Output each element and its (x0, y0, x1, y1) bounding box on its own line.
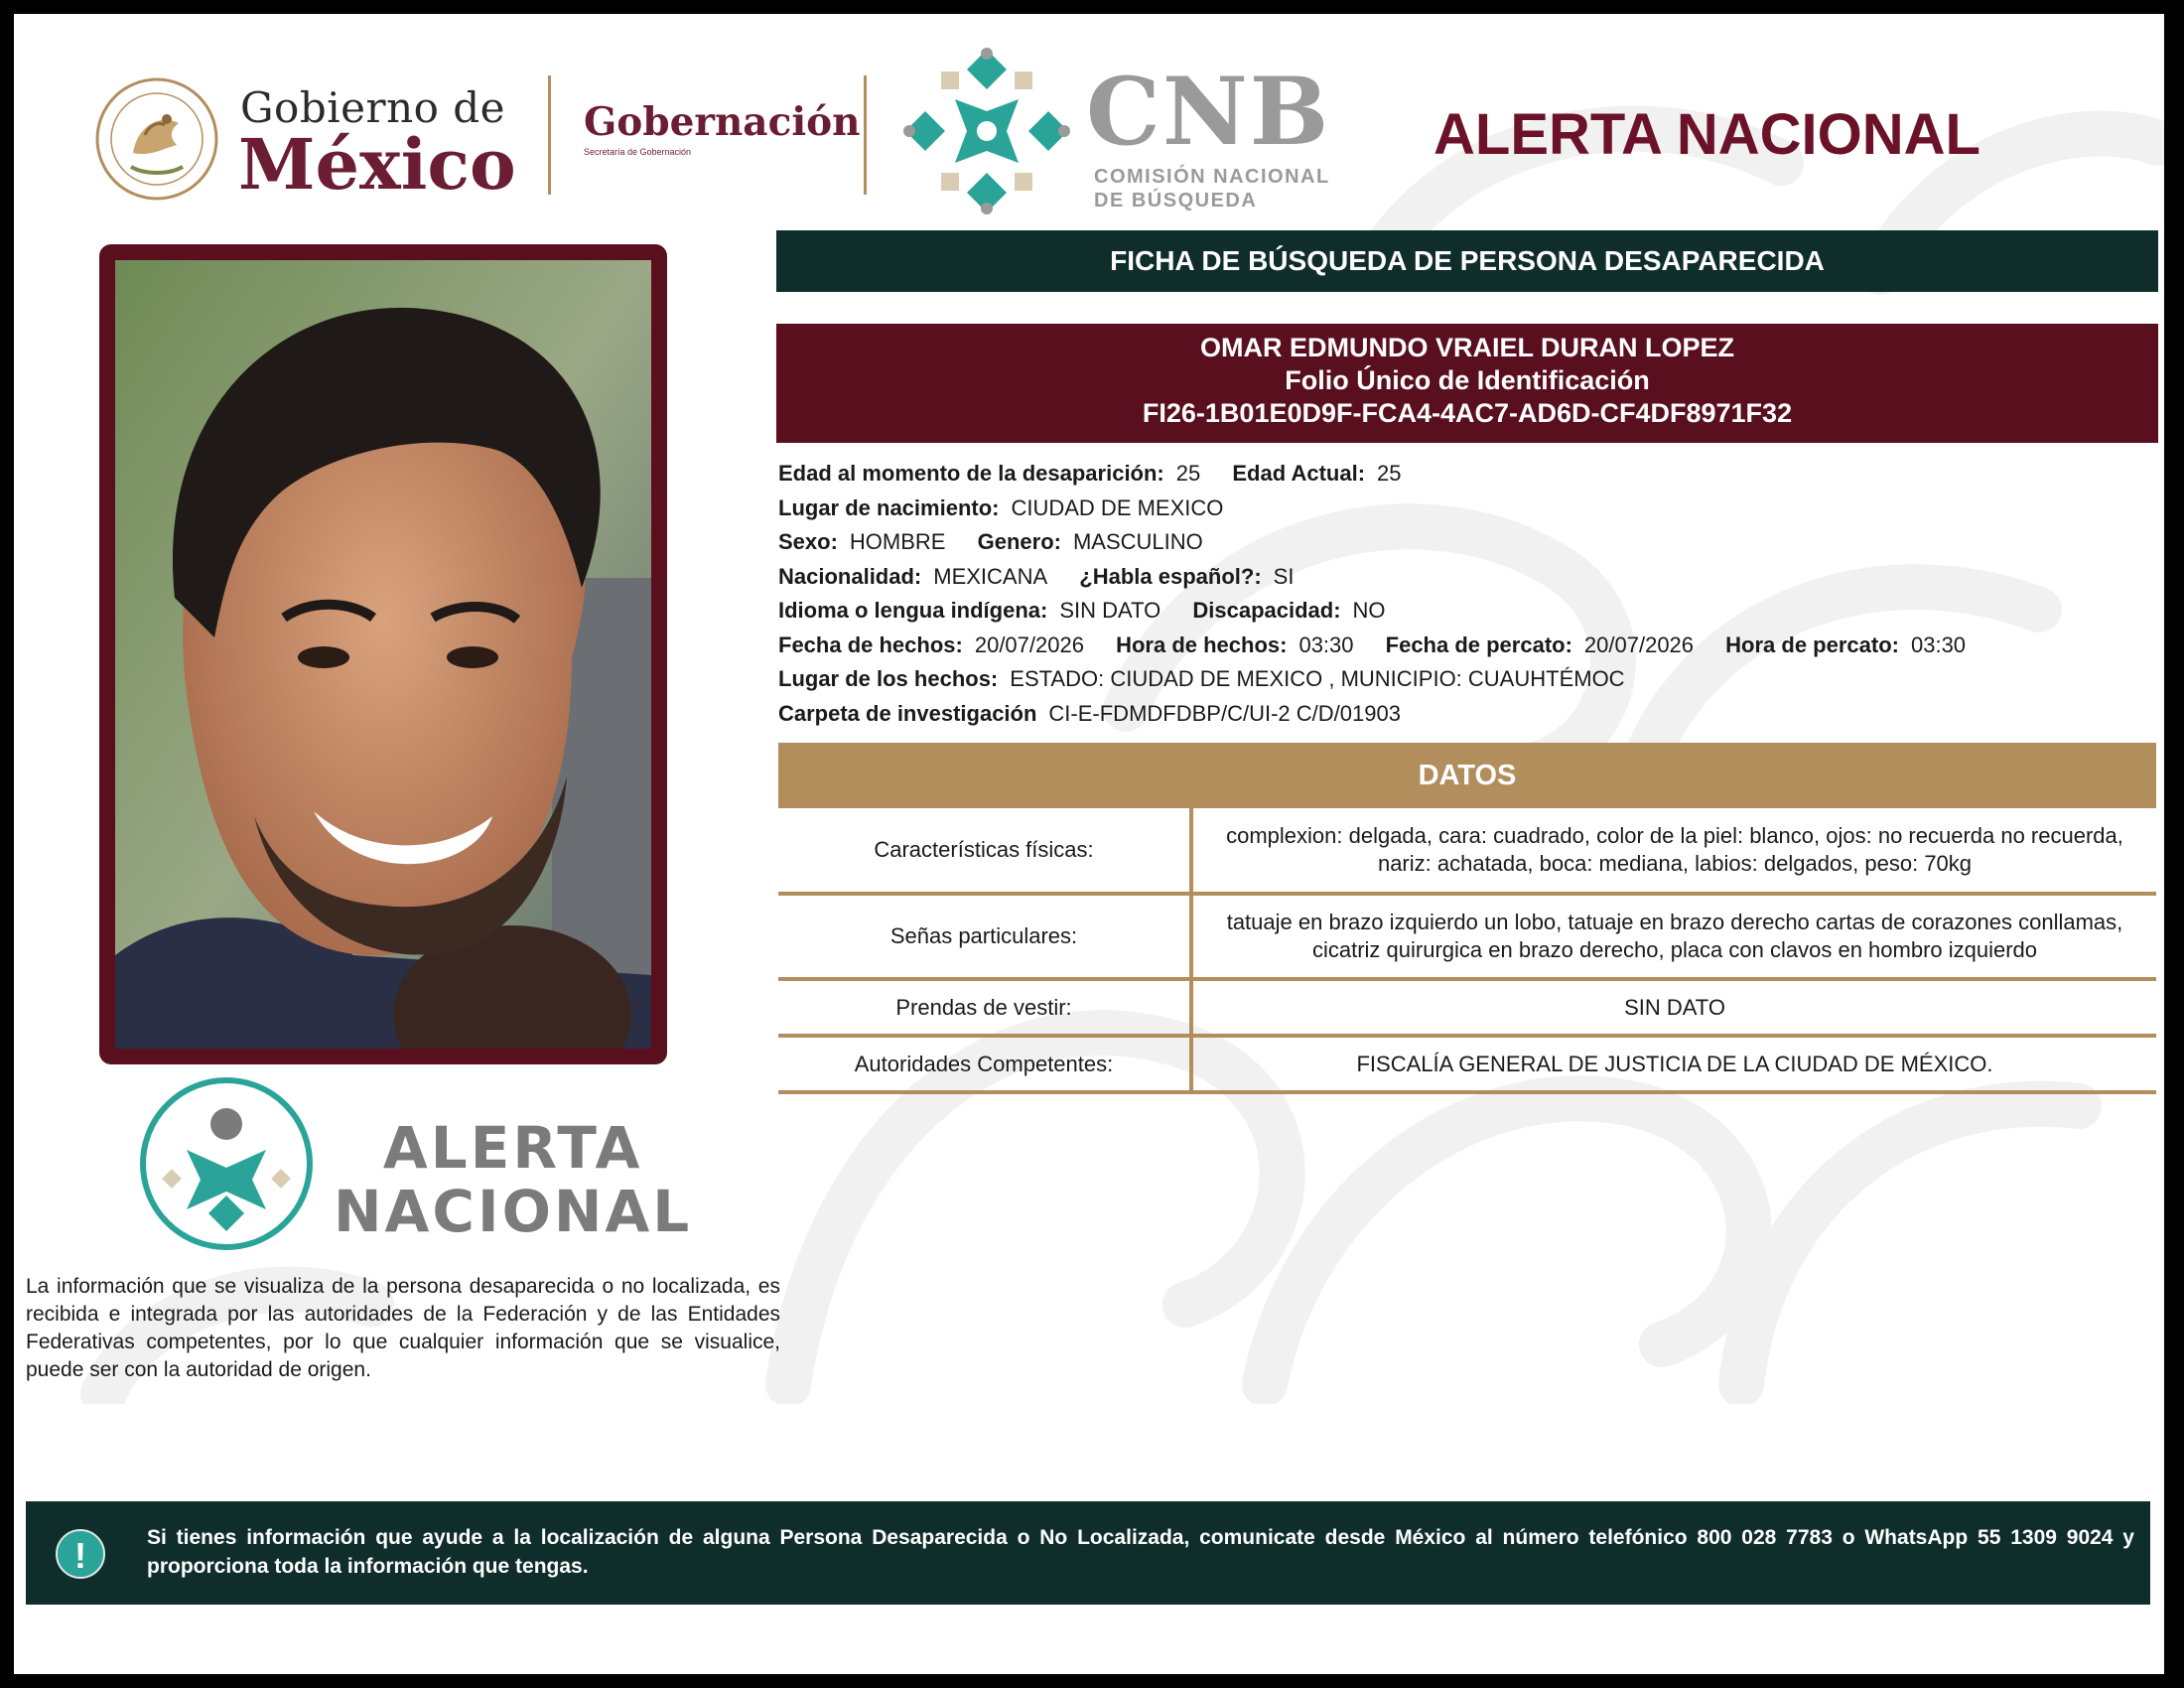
contact-text: Si tienes información que ayude a la localización de alguna Persona Desaparecida o No Localizada, comunicate desde México al número telefónico 800 028 7783 o WhatsApp 55 1309 9024 y proporciona toda la información que tengas. (147, 1526, 2134, 1578)
disclaimer-text: La información que se visualiza de la persona desaparecida o no localizada, es recibida e integrada por las autoridades de la Federación y de las Entidades Federativas competentes, por lo que cualquier información que se visualice, puede ser con la autoridad de origen. (26, 1275, 780, 1381)
fact-label: Edad al momento de la desaparición: (778, 461, 1164, 486)
fact-value: NO (1352, 598, 1386, 623)
contact-banner (26, 1501, 2150, 1605)
fact-value: 20/07/2026 (974, 632, 1084, 657)
fact-label: Discapacidad: (1192, 598, 1341, 623)
fact-label: Edad Actual: (1232, 461, 1366, 486)
fact-line-ages (778, 457, 2158, 492)
fact-label: Carpeta de investigación (778, 700, 1037, 726)
gobernacion-logo (584, 99, 861, 157)
fact-value: ESTADO: CIUDAD DE MEXICO , MUNICIPIO: CUAUHTÉMOC (1010, 666, 1625, 691)
cnb-name (1094, 165, 1330, 212)
fact-label: Sexo: (778, 529, 838, 554)
datos-label: Prendas de vestir: (778, 979, 1191, 1036)
cnb-acronym: CNB (1086, 58, 1331, 167)
fact-label: Fecha de hechos: (778, 632, 963, 657)
fact-value: 03:30 (1910, 632, 1967, 657)
fact-value: SIN DATO (1059, 598, 1161, 623)
table-row (778, 808, 2156, 894)
datos-table (778, 808, 2156, 1094)
fact-value: HOMBRE (849, 529, 946, 554)
gobernacion-title: Gobernación (584, 99, 861, 145)
person-header (776, 324, 2158, 443)
fact-line-dates (778, 629, 2158, 663)
table-row (778, 894, 2156, 979)
fact-value: 25 (1377, 461, 1402, 486)
fact-line-case-file (778, 697, 2158, 732)
photo-frame (99, 244, 667, 1064)
fact-label: Lugar de nacimiento: (778, 494, 1000, 520)
header-divider (548, 75, 551, 195)
folio-label: Folio Único de Identificación (1285, 365, 1650, 395)
alerta-nacional-line1: ALERTA (382, 1114, 643, 1182)
alerta-nacional-line2: NACIONAL (334, 1178, 693, 1245)
fact-label: ¿Habla español?: (1079, 563, 1262, 589)
fact-label: Idioma o lengua indígena: (778, 598, 1048, 623)
gobierno-line1: Gobierno de (240, 83, 506, 132)
datos-label: Características físicas: (778, 808, 1191, 894)
cnb-name-line1: COMISIÓN NACIONAL (1094, 166, 1330, 188)
fact-value: CIUDAD DE MEXICO (1011, 494, 1224, 520)
fact-label: Lugar de los hechos: (778, 666, 999, 691)
cnb-name-line2: DE BÚSQUEDA (1094, 190, 1258, 211)
fact-line-sex (778, 525, 2158, 560)
gobierno-line2: México (238, 123, 516, 206)
fact-value: 20/07/2026 (1583, 632, 1695, 657)
fact-label: Fecha de percato: (1385, 632, 1572, 657)
header-divider (864, 75, 867, 195)
datos-value: FISCALÍA GENERAL DE JUSTICIA DE LA CIUDAD DE MÉXICO. (1191, 1036, 2156, 1092)
fact-value: 25 (1175, 461, 1201, 486)
folio-id: FI26-1B01E0D9F-FCA4-4AC7-AD6D-CF4DF8971F32 (1142, 398, 1793, 428)
fact-line-place (778, 662, 2158, 697)
gobernacion-subtitle: Secretaría de Gobernación (584, 147, 692, 157)
fact-line-nationality (778, 560, 2158, 595)
table-row (778, 1036, 2156, 1092)
datos-value: tatuaje en brazo izquierdo un lobo, tatuaje en brazo derecho cartas de corazones conllamas, cicatriz quirurgica en brazo derecho, placa con clavos en hombro izquierdo (1191, 894, 2156, 979)
fact-line-language (778, 594, 2158, 629)
ficha-title: FICHA DE BÚSQUEDA DE PERSONA DESAPARECIDA (776, 230, 2158, 292)
datos-value: complexion: delgada, cara: cuadrado, color de la piel: blanco, ojos: no recuerda no recuerda, nariz: achatada, boca: mediana, labios: delgados, peso: 70kg (1191, 808, 2156, 894)
missing-person-photo (115, 260, 651, 1049)
fact-label: Genero: (977, 529, 1061, 554)
table-row (778, 979, 2156, 1036)
fact-value: CI-E-FDMDFDBP/C/UI-2 C/D/01903 (1048, 700, 1401, 726)
fact-value: 03:30 (1298, 632, 1354, 657)
fact-line-birthplace (778, 492, 2158, 526)
person-name: OMAR EDMUNDO VRAIEL DURAN LOPEZ (1199, 333, 1734, 362)
fact-label: Hora de hechos: (1116, 632, 1288, 657)
fact-value: SI (1273, 563, 1295, 589)
national-seal-icon (93, 75, 220, 203)
page-title: ALERTA NACIONAL (1433, 102, 1980, 167)
datos-title: DATOS (778, 743, 2156, 808)
datos-label: Señas particulares: (778, 894, 1191, 979)
search-bulletin (14, 14, 2164, 1674)
alerta-nacional-emblem-icon (135, 1072, 318, 1255)
fact-label: Hora de percato: (1725, 632, 1899, 657)
gobierno-de-mexico-logo (93, 62, 560, 211)
fact-value: MASCULINO (1072, 529, 1203, 554)
datos-label: Autoridades Competentes: (778, 1036, 1191, 1092)
cnb-emblem-icon (897, 42, 1076, 220)
exclamation-icon: ! (56, 1529, 105, 1579)
fact-label: Nacionalidad: (778, 563, 922, 589)
datos-value: SIN DATO (1191, 979, 2156, 1036)
person-facts (778, 457, 2158, 731)
alerta-nacional-wordmark (334, 1116, 692, 1243)
fact-value: MEXICANA (933, 563, 1048, 589)
